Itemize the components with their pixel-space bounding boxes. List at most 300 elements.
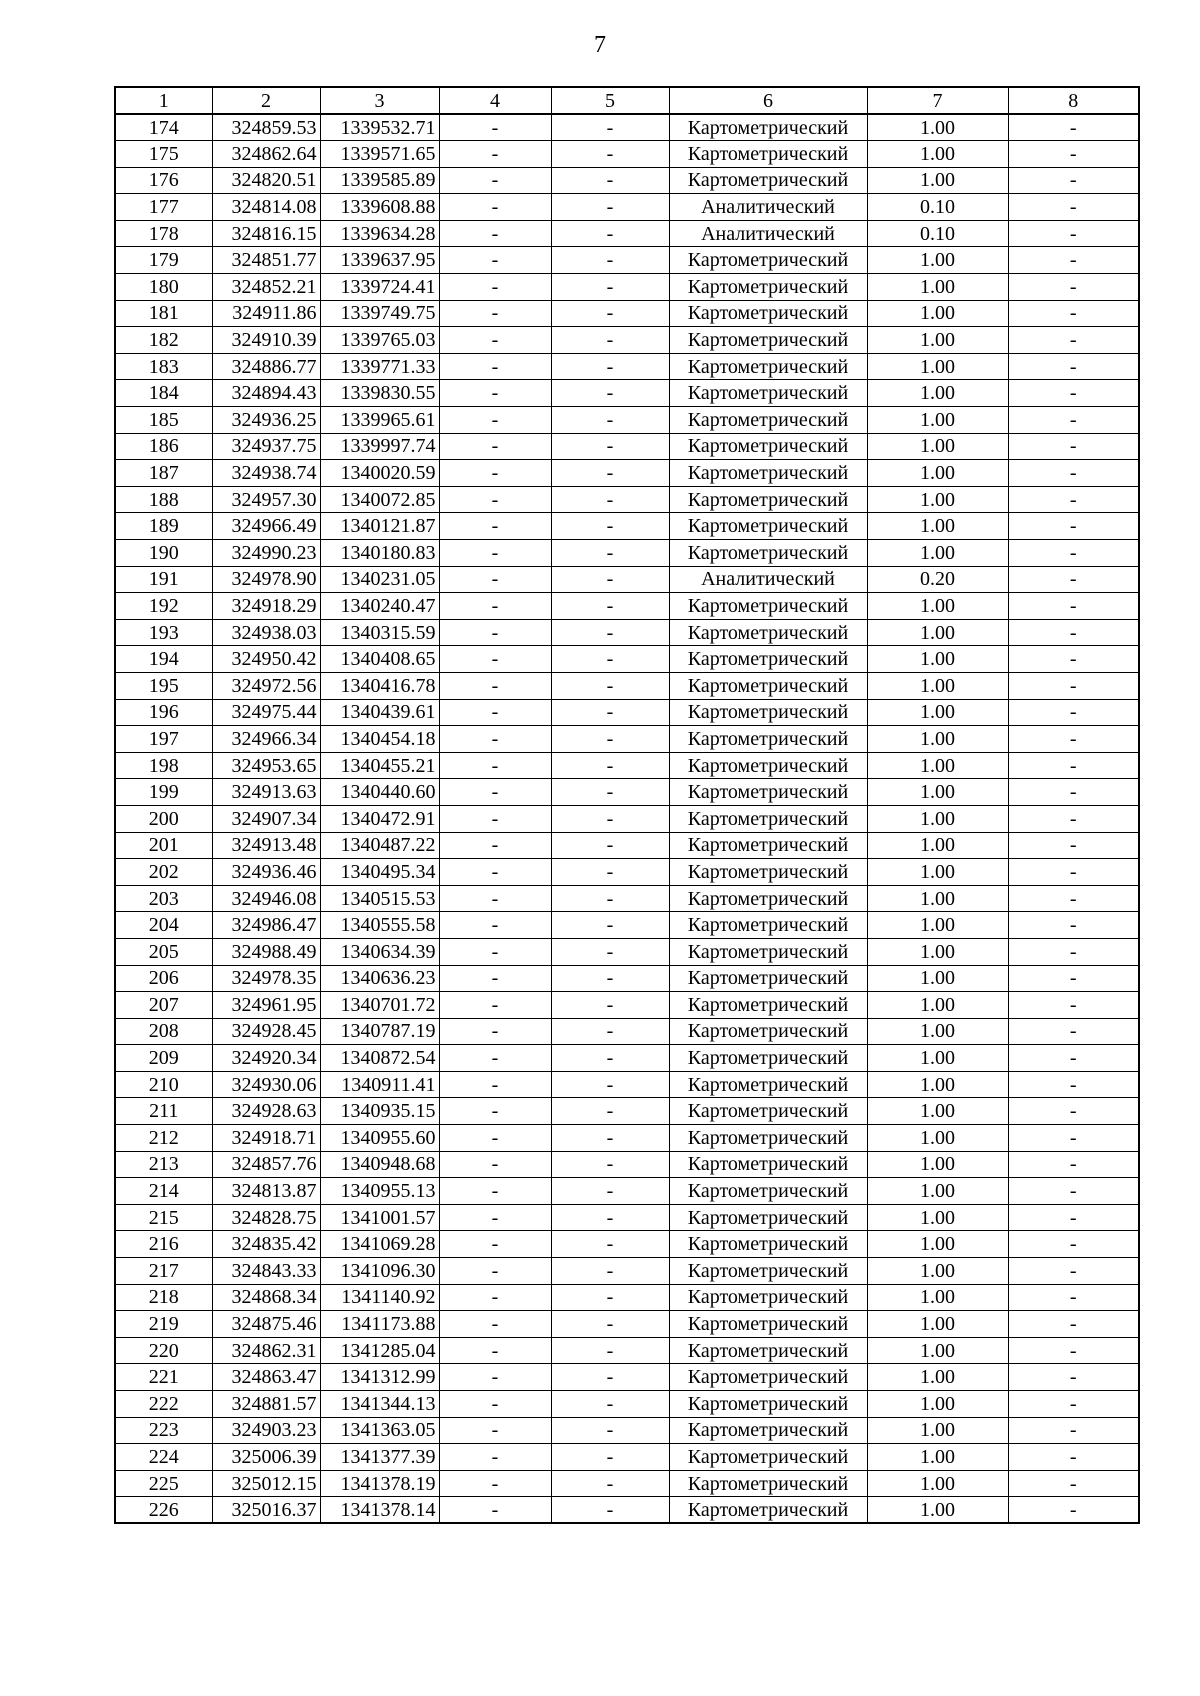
- col5-cell: -: [551, 1045, 669, 1072]
- y-coordinate-cell: 1341069.28: [320, 1231, 439, 1258]
- method-cell: Картометрический: [669, 300, 867, 327]
- point-number-cell: 185: [115, 407, 212, 434]
- y-coordinate-cell: 1339634.28: [320, 220, 439, 247]
- x-coordinate-cell: 324937.75: [212, 433, 320, 460]
- accuracy-cell: 0.10: [867, 220, 1008, 247]
- method-cell: Картометрический: [669, 805, 867, 832]
- col8-cell: -: [1008, 1470, 1139, 1497]
- point-number-cell: 221: [115, 1364, 212, 1391]
- col5-cell: -: [551, 1497, 669, 1524]
- column-header: 1: [115, 87, 212, 114]
- point-number-cell: 190: [115, 540, 212, 567]
- x-coordinate-cell: 324903.23: [212, 1417, 320, 1444]
- method-cell: Картометрический: [669, 1151, 867, 1178]
- col5-cell: -: [551, 1258, 669, 1285]
- accuracy-cell: 1.00: [867, 460, 1008, 487]
- col8-cell: -: [1008, 566, 1139, 593]
- col8-cell: -: [1008, 1444, 1139, 1471]
- col4-cell: -: [439, 433, 551, 460]
- col8-cell: -: [1008, 513, 1139, 540]
- method-cell: Картометрический: [669, 1178, 867, 1205]
- col4-cell: -: [439, 992, 551, 1019]
- y-coordinate-cell: 1341096.30: [320, 1258, 439, 1285]
- col4-cell: -: [439, 1098, 551, 1125]
- point-number-cell: 225: [115, 1470, 212, 1497]
- y-coordinate-cell: 1340315.59: [320, 619, 439, 646]
- col5-cell: -: [551, 114, 669, 141]
- y-coordinate-cell: 1341173.88: [320, 1311, 439, 1338]
- accuracy-cell: 1.00: [867, 380, 1008, 407]
- col5-cell: -: [551, 274, 669, 301]
- col5-cell: -: [551, 460, 669, 487]
- point-number-cell: 206: [115, 965, 212, 992]
- table-row: [115, 407, 1139, 434]
- col4-cell: -: [439, 460, 551, 487]
- accuracy-cell: 1.00: [867, 779, 1008, 806]
- col5-cell: -: [551, 726, 669, 753]
- accuracy-cell: 1.00: [867, 1151, 1008, 1178]
- col4-cell: -: [439, 141, 551, 168]
- x-coordinate-cell: 324851.77: [212, 247, 320, 274]
- col5-cell: -: [551, 832, 669, 859]
- col8-cell: -: [1008, 672, 1139, 699]
- point-number-cell: 195: [115, 672, 212, 699]
- method-cell: Картометрический: [669, 593, 867, 620]
- col5-cell: -: [551, 1284, 669, 1311]
- point-number-cell: 191: [115, 566, 212, 593]
- x-coordinate-cell: 324910.39: [212, 327, 320, 354]
- table-row: [115, 1231, 1139, 1258]
- col5-cell: -: [551, 938, 669, 965]
- table-row: [115, 805, 1139, 832]
- accuracy-cell: 1.00: [867, 274, 1008, 301]
- table-row: [115, 1045, 1139, 1072]
- x-coordinate-cell: 324886.77: [212, 353, 320, 380]
- col8-cell: -: [1008, 540, 1139, 567]
- point-number-cell: 176: [115, 167, 212, 194]
- col4-cell: -: [439, 726, 551, 753]
- point-number-cell: 188: [115, 486, 212, 513]
- col5-cell: -: [551, 912, 669, 939]
- method-cell: Аналитический: [669, 566, 867, 593]
- point-number-cell: 224: [115, 1444, 212, 1471]
- col8-cell: -: [1008, 1151, 1139, 1178]
- point-number-cell: 210: [115, 1071, 212, 1098]
- method-cell: Картометрический: [669, 540, 867, 567]
- point-number-cell: 194: [115, 646, 212, 673]
- col8-cell: -: [1008, 593, 1139, 620]
- x-coordinate-cell: 324957.30: [212, 486, 320, 513]
- coordinates-table: [114, 86, 1140, 1524]
- x-coordinate-cell: 324918.29: [212, 593, 320, 620]
- col5-cell: -: [551, 327, 669, 354]
- col4-cell: -: [439, 965, 551, 992]
- col5-cell: -: [551, 1071, 669, 1098]
- accuracy-cell: 1.00: [867, 965, 1008, 992]
- method-cell: Картометрический: [669, 726, 867, 753]
- col5-cell: -: [551, 859, 669, 886]
- col4-cell: -: [439, 1071, 551, 1098]
- col5-cell: -: [551, 566, 669, 593]
- point-number-cell: 192: [115, 593, 212, 620]
- point-number-cell: 202: [115, 859, 212, 886]
- point-number-cell: 216: [115, 1231, 212, 1258]
- x-coordinate-cell: 324875.46: [212, 1311, 320, 1338]
- method-cell: Картометрический: [669, 1364, 867, 1391]
- col4-cell: -: [439, 566, 551, 593]
- col8-cell: -: [1008, 380, 1139, 407]
- col4-cell: -: [439, 167, 551, 194]
- table-row: [115, 1417, 1139, 1444]
- table-row: [115, 1151, 1139, 1178]
- col8-cell: -: [1008, 247, 1139, 274]
- method-cell: Картометрический: [669, 699, 867, 726]
- accuracy-cell: 1.00: [867, 699, 1008, 726]
- accuracy-cell: 1.00: [867, 1417, 1008, 1444]
- col4-cell: -: [439, 220, 551, 247]
- point-number-cell: 178: [115, 220, 212, 247]
- point-number-cell: 181: [115, 300, 212, 327]
- point-number-cell: 177: [115, 194, 212, 221]
- x-coordinate-cell: 324852.21: [212, 274, 320, 301]
- accuracy-cell: 1.00: [867, 1444, 1008, 1471]
- x-coordinate-cell: 324966.49: [212, 513, 320, 540]
- point-number-cell: 219: [115, 1311, 212, 1338]
- x-coordinate-cell: 324868.34: [212, 1284, 320, 1311]
- x-coordinate-cell: 324938.74: [212, 460, 320, 487]
- method-cell: Картометрический: [669, 1311, 867, 1338]
- method-cell: Картометрический: [669, 832, 867, 859]
- y-coordinate-cell: 1339749.75: [320, 300, 439, 327]
- col8-cell: -: [1008, 1098, 1139, 1125]
- accuracy-cell: 1.00: [867, 1497, 1008, 1524]
- accuracy-cell: 1.00: [867, 353, 1008, 380]
- y-coordinate-cell: 1340072.85: [320, 486, 439, 513]
- x-coordinate-cell: 324911.86: [212, 300, 320, 327]
- y-coordinate-cell: 1339585.89: [320, 167, 439, 194]
- point-number-cell: 184: [115, 380, 212, 407]
- point-number-cell: 199: [115, 779, 212, 806]
- table-row: [115, 433, 1139, 460]
- page-number: 7: [594, 32, 606, 58]
- col8-cell: -: [1008, 1311, 1139, 1338]
- col4-cell: -: [439, 1018, 551, 1045]
- col4-cell: -: [439, 486, 551, 513]
- point-number-cell: 197: [115, 726, 212, 753]
- method-cell: Картометрический: [669, 1497, 867, 1524]
- col8-cell: -: [1008, 1125, 1139, 1152]
- col4-cell: -: [439, 805, 551, 832]
- method-cell: Аналитический: [669, 194, 867, 221]
- x-coordinate-cell: 324913.48: [212, 832, 320, 859]
- accuracy-cell: 1.00: [867, 1178, 1008, 1205]
- point-number-cell: 198: [115, 752, 212, 779]
- col5-cell: -: [551, 1018, 669, 1045]
- y-coordinate-cell: 1340872.54: [320, 1045, 439, 1072]
- col5-cell: -: [551, 992, 669, 1019]
- x-coordinate-cell: 324938.03: [212, 619, 320, 646]
- y-coordinate-cell: 1341378.14: [320, 1497, 439, 1524]
- method-cell: Картометрический: [669, 1018, 867, 1045]
- table-row: [115, 220, 1139, 247]
- method-cell: Картометрический: [669, 513, 867, 540]
- point-number-cell: 180: [115, 274, 212, 301]
- y-coordinate-cell: 1341285.04: [320, 1337, 439, 1364]
- col8-cell: -: [1008, 486, 1139, 513]
- x-coordinate-cell: 324859.53: [212, 114, 320, 141]
- col5-cell: -: [551, 1417, 669, 1444]
- x-coordinate-cell: 325006.39: [212, 1444, 320, 1471]
- accuracy-cell: 1.00: [867, 1364, 1008, 1391]
- table-row: [115, 1444, 1139, 1471]
- col5-cell: -: [551, 805, 669, 832]
- method-cell: Картометрический: [669, 1444, 867, 1471]
- col8-cell: -: [1008, 1497, 1139, 1524]
- accuracy-cell: 1.00: [867, 540, 1008, 567]
- col8-cell: -: [1008, 300, 1139, 327]
- table-row: [115, 167, 1139, 194]
- col4-cell: -: [439, 540, 551, 567]
- x-coordinate-cell: 324975.44: [212, 699, 320, 726]
- table-row: [115, 1178, 1139, 1205]
- accuracy-cell: 1.00: [867, 1125, 1008, 1152]
- col8-cell: -: [1008, 1018, 1139, 1045]
- col8-cell: -: [1008, 619, 1139, 646]
- col4-cell: -: [439, 300, 551, 327]
- col5-cell: -: [551, 300, 669, 327]
- x-coordinate-cell: 324843.33: [212, 1258, 320, 1285]
- method-cell: Аналитический: [669, 220, 867, 247]
- col5-cell: -: [551, 672, 669, 699]
- col5-cell: -: [551, 779, 669, 806]
- col5-cell: -: [551, 1337, 669, 1364]
- y-coordinate-cell: 1340121.87: [320, 513, 439, 540]
- col5-cell: -: [551, 194, 669, 221]
- col8-cell: -: [1008, 141, 1139, 168]
- col5-cell: -: [551, 619, 669, 646]
- y-coordinate-cell: 1339997.74: [320, 433, 439, 460]
- y-coordinate-cell: 1339608.88: [320, 194, 439, 221]
- column-header: 8: [1008, 87, 1139, 114]
- accuracy-cell: 1.00: [867, 619, 1008, 646]
- point-number-cell: 182: [115, 327, 212, 354]
- table-row: [115, 832, 1139, 859]
- table-row: [115, 726, 1139, 753]
- table-body: [115, 114, 1139, 1523]
- x-coordinate-cell: 324816.15: [212, 220, 320, 247]
- point-number-cell: 187: [115, 460, 212, 487]
- col5-cell: -: [551, 1444, 669, 1471]
- y-coordinate-cell: 1339637.95: [320, 247, 439, 274]
- x-coordinate-cell: 325016.37: [212, 1497, 320, 1524]
- accuracy-cell: 1.00: [867, 593, 1008, 620]
- y-coordinate-cell: 1339830.55: [320, 380, 439, 407]
- method-cell: Картометрический: [669, 1284, 867, 1311]
- accuracy-cell: 1.00: [867, 433, 1008, 460]
- col4-cell: -: [439, 194, 551, 221]
- y-coordinate-cell: 1340240.47: [320, 593, 439, 620]
- accuracy-cell: 0.20: [867, 566, 1008, 593]
- accuracy-cell: 1.00: [867, 1258, 1008, 1285]
- col5-cell: -: [551, 965, 669, 992]
- y-coordinate-cell: 1341377.39: [320, 1444, 439, 1471]
- accuracy-cell: 1.00: [867, 832, 1008, 859]
- x-coordinate-cell: 324918.71: [212, 1125, 320, 1152]
- col4-cell: -: [439, 1470, 551, 1497]
- method-cell: Картометрический: [669, 779, 867, 806]
- col8-cell: -: [1008, 965, 1139, 992]
- accuracy-cell: 1.00: [867, 1071, 1008, 1098]
- table-row: [115, 460, 1139, 487]
- y-coordinate-cell: 1340472.91: [320, 805, 439, 832]
- point-number-cell: 208: [115, 1018, 212, 1045]
- col5-cell: -: [551, 752, 669, 779]
- table-row: [115, 885, 1139, 912]
- col4-cell: -: [439, 859, 551, 886]
- method-cell: Картометрический: [669, 353, 867, 380]
- table-row: [115, 672, 1139, 699]
- col5-cell: -: [551, 486, 669, 513]
- accuracy-cell: 1.00: [867, 885, 1008, 912]
- y-coordinate-cell: 1340487.22: [320, 832, 439, 859]
- method-cell: Картометрический: [669, 114, 867, 141]
- col5-cell: -: [551, 1311, 669, 1338]
- accuracy-cell: 1.00: [867, 1284, 1008, 1311]
- col8-cell: -: [1008, 1045, 1139, 1072]
- x-coordinate-cell: 324950.42: [212, 646, 320, 673]
- col8-cell: -: [1008, 859, 1139, 886]
- col8-cell: -: [1008, 938, 1139, 965]
- table-row: [115, 300, 1139, 327]
- x-coordinate-cell: 324814.08: [212, 194, 320, 221]
- method-cell: Картометрический: [669, 247, 867, 274]
- table-row: [115, 938, 1139, 965]
- column-header: 5: [551, 87, 669, 114]
- y-coordinate-cell: 1340439.61: [320, 699, 439, 726]
- x-coordinate-cell: 324813.87: [212, 1178, 320, 1205]
- accuracy-cell: 1.00: [867, 1337, 1008, 1364]
- y-coordinate-cell: 1340955.13: [320, 1178, 439, 1205]
- x-coordinate-cell: 324946.08: [212, 885, 320, 912]
- method-cell: Картометрический: [669, 327, 867, 354]
- y-coordinate-cell: 1340636.23: [320, 965, 439, 992]
- y-coordinate-cell: 1339965.61: [320, 407, 439, 434]
- table-row: [115, 965, 1139, 992]
- col4-cell: -: [439, 752, 551, 779]
- point-number-cell: 201: [115, 832, 212, 859]
- col4-cell: -: [439, 1125, 551, 1152]
- x-coordinate-cell: 324857.76: [212, 1151, 320, 1178]
- table-row: [115, 1098, 1139, 1125]
- point-number-cell: 204: [115, 912, 212, 939]
- col5-cell: -: [551, 220, 669, 247]
- point-number-cell: 226: [115, 1497, 212, 1524]
- col8-cell: -: [1008, 646, 1139, 673]
- point-number-cell: 218: [115, 1284, 212, 1311]
- col8-cell: -: [1008, 1258, 1139, 1285]
- x-coordinate-cell: 324863.47: [212, 1364, 320, 1391]
- accuracy-cell: 1.00: [867, 752, 1008, 779]
- col8-cell: -: [1008, 1284, 1139, 1311]
- x-coordinate-cell: 324978.35: [212, 965, 320, 992]
- method-cell: Картометрический: [669, 885, 867, 912]
- method-cell: Картометрический: [669, 1204, 867, 1231]
- table-row: [115, 1125, 1139, 1152]
- table-row: [115, 646, 1139, 673]
- x-coordinate-cell: 324928.45: [212, 1018, 320, 1045]
- col5-cell: -: [551, 353, 669, 380]
- y-coordinate-cell: 1340701.72: [320, 992, 439, 1019]
- table-row: [115, 194, 1139, 221]
- x-coordinate-cell: 324907.34: [212, 805, 320, 832]
- col4-cell: -: [439, 1204, 551, 1231]
- table-row: [115, 486, 1139, 513]
- method-cell: Картометрический: [669, 1231, 867, 1258]
- table-row: [115, 779, 1139, 806]
- accuracy-cell: 1.00: [867, 141, 1008, 168]
- col4-cell: -: [439, 1497, 551, 1524]
- method-cell: Картометрический: [669, 1098, 867, 1125]
- col8-cell: -: [1008, 699, 1139, 726]
- method-cell: Картометрический: [669, 460, 867, 487]
- col8-cell: -: [1008, 327, 1139, 354]
- x-coordinate-cell: 324930.06: [212, 1071, 320, 1098]
- col5-cell: -: [551, 593, 669, 620]
- accuracy-cell: 1.00: [867, 646, 1008, 673]
- x-coordinate-cell: 324920.34: [212, 1045, 320, 1072]
- table-row: [115, 141, 1139, 168]
- col4-cell: -: [439, 593, 551, 620]
- col5-cell: -: [551, 1125, 669, 1152]
- y-coordinate-cell: 1340231.05: [320, 566, 439, 593]
- x-coordinate-cell: 324835.42: [212, 1231, 320, 1258]
- col5-cell: -: [551, 1391, 669, 1418]
- method-cell: Картометрический: [669, 1470, 867, 1497]
- y-coordinate-cell: 1339532.71: [320, 114, 439, 141]
- accuracy-cell: 1.00: [867, 513, 1008, 540]
- col4-cell: -: [439, 114, 551, 141]
- col8-cell: -: [1008, 1178, 1139, 1205]
- y-coordinate-cell: 1340454.18: [320, 726, 439, 753]
- accuracy-cell: 1.00: [867, 1098, 1008, 1125]
- x-coordinate-cell: 324936.25: [212, 407, 320, 434]
- method-cell: Картометрический: [669, 965, 867, 992]
- y-coordinate-cell: 1340911.41: [320, 1071, 439, 1098]
- point-number-cell: 193: [115, 619, 212, 646]
- y-coordinate-cell: 1340416.78: [320, 672, 439, 699]
- col4-cell: -: [439, 327, 551, 354]
- x-coordinate-cell: 324936.46: [212, 859, 320, 886]
- col5-cell: -: [551, 1098, 669, 1125]
- table-row: [115, 619, 1139, 646]
- col5-cell: -: [551, 540, 669, 567]
- col4-cell: -: [439, 1364, 551, 1391]
- table-row: [115, 274, 1139, 301]
- point-number-cell: 179: [115, 247, 212, 274]
- point-number-cell: 217: [115, 1258, 212, 1285]
- method-cell: Картометрический: [669, 859, 867, 886]
- accuracy-cell: 1.00: [867, 938, 1008, 965]
- col5-cell: -: [551, 646, 669, 673]
- x-coordinate-cell: 324990.23: [212, 540, 320, 567]
- table-row: [115, 566, 1139, 593]
- col5-cell: -: [551, 513, 669, 540]
- method-cell: Картометрический: [669, 141, 867, 168]
- y-coordinate-cell: 1341344.13: [320, 1391, 439, 1418]
- col4-cell: -: [439, 938, 551, 965]
- x-coordinate-cell: 324961.95: [212, 992, 320, 1019]
- y-coordinate-cell: 1340515.53: [320, 885, 439, 912]
